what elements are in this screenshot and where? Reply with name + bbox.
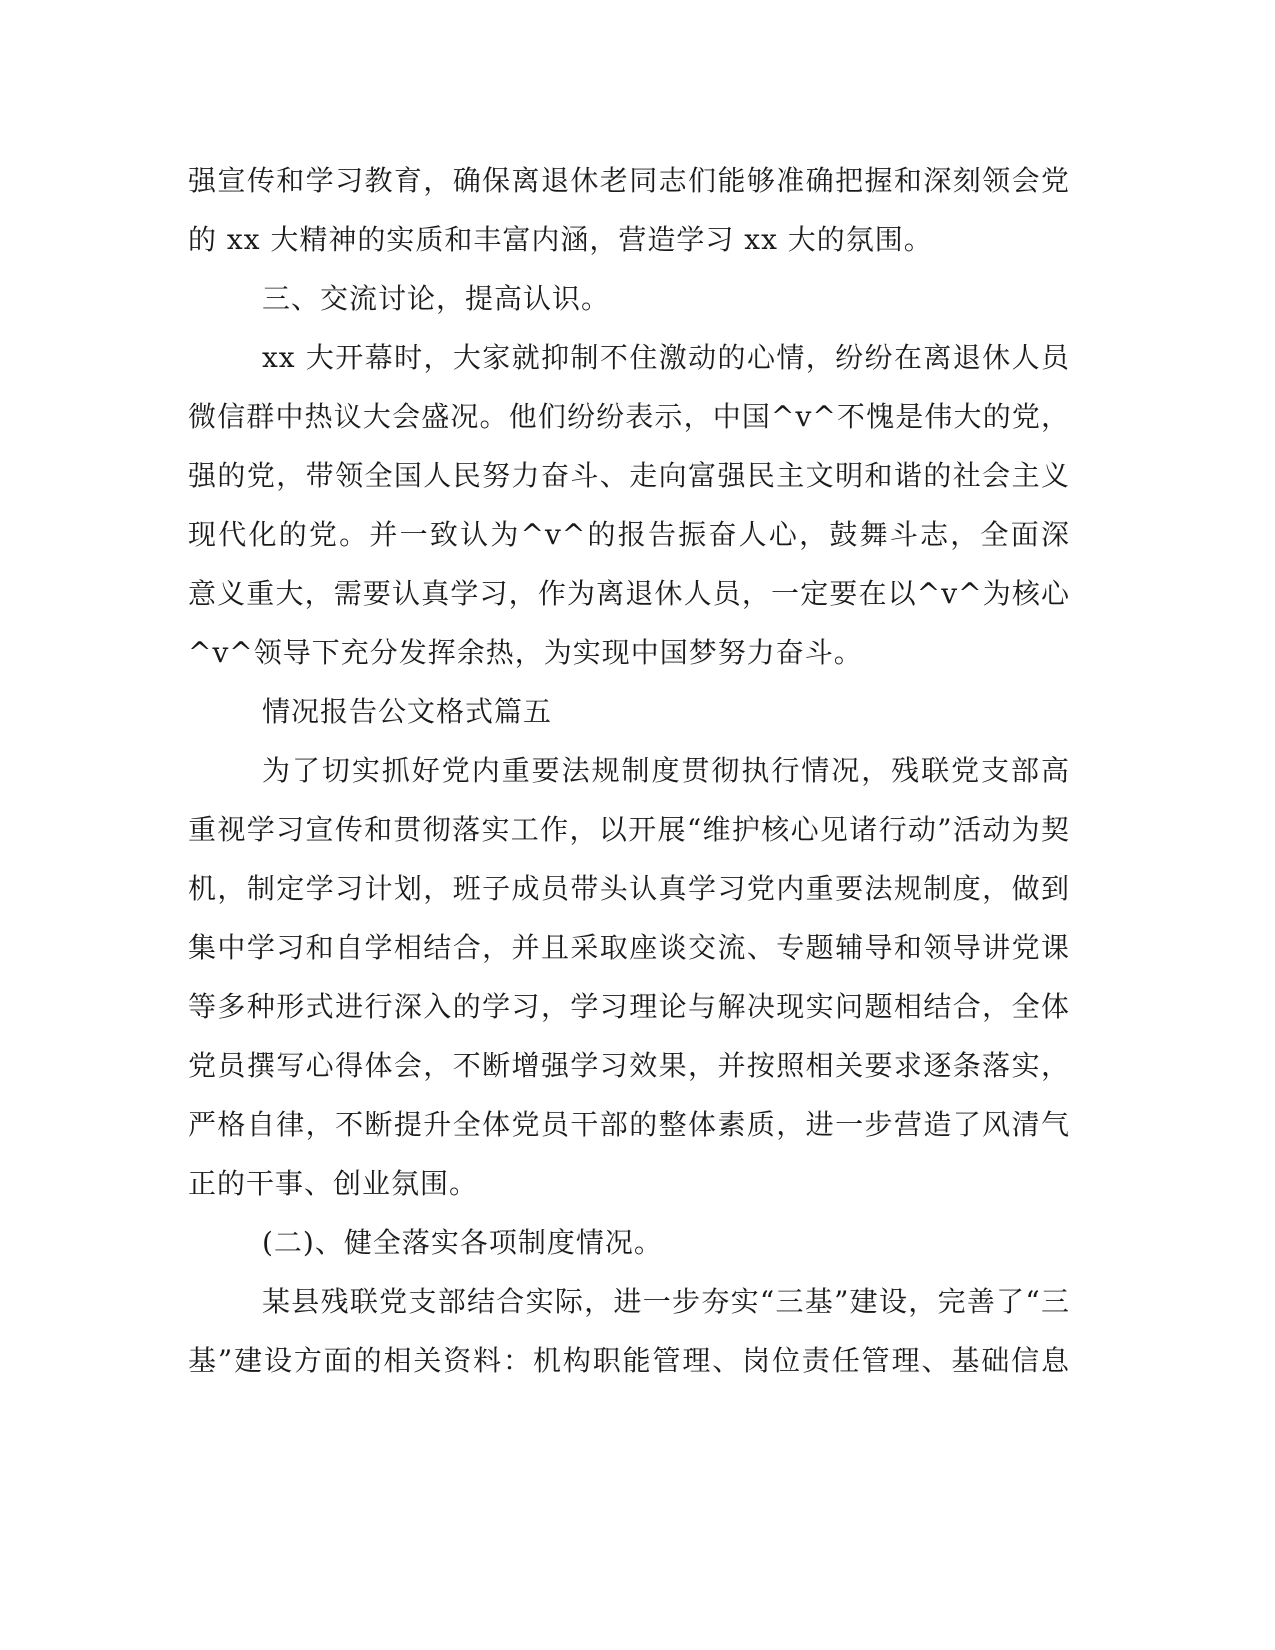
paragraph-line: 集中学习和自学相结合，并且采取座谈交流、专题辅导和领导讲党课 (188, 931, 1070, 964)
section-heading: 三、交流讨论，提高认识。 (262, 282, 611, 315)
paragraph-line: 为了切实抓好党内重要法规制度贯彻执行情况，残联党支部高 (262, 754, 1070, 787)
section-heading: 情况报告公文格式篇五 (262, 695, 553, 728)
paragraph-line: 微信群中热议大会盛况。他们纷纷表示，中国^v^不愧是伟大的党， (188, 400, 1070, 433)
paragraph-line: ^v^领导下充分发挥余热，为实现中国梦努力奋斗。 (188, 636, 863, 669)
paragraph-line: 的 xx 大精神的实质和丰富内涵，营造学习 xx 大的氛围。 (188, 223, 933, 256)
paragraph-line: 重视学习宣传和贯彻落实工作，以开展“维护核心见诸行动”活动为契 (188, 813, 1070, 846)
paragraph-line: 机，制定学习计划，班子成员带头认真学习党内重要法规制度，做到 (188, 872, 1070, 905)
paragraph-line: 某县残联党支部结合实际，进一步夯实“三基”建设，完善了“三 (262, 1285, 1070, 1318)
paragraph-line: 强的党，带领全国人民努力奋斗、走向富强民主文明和谐的社会主义 (188, 459, 1070, 492)
paragraph-line: 基”建设方面的相关资料：机构职能管理、岗位责任管理、基础信息 (188, 1344, 1070, 1377)
paragraph-line: 意义重大，需要认真学习，作为离退休人员，一定要在以^v^为核心 (188, 577, 1070, 610)
paragraph-line: 强宣传和学习教育，确保离退休老同志们能够准确把握和深刻领会党 (188, 164, 1070, 197)
paragraph-line: xx 大开幕时，大家就抑制不住激动的心情，纷纷在离退休人员 (262, 341, 1070, 374)
paragraph-line: 正的干事、创业氛围。 (188, 1167, 479, 1200)
paragraph-line: 党员撰写心得体会，不断增强学习效果，并按照相关要求逐条落实， (188, 1049, 1070, 1082)
paragraph-line: 现代化的党。并一致认为^v^的报告振奋人心，鼓舞斗志，全面深 (188, 518, 1070, 551)
section-heading: (二)、健全落实各项制度情况。 (262, 1226, 663, 1259)
paragraph-line: 等多种形式进行深入的学习，学习理论与解决现实问题相结合，全体 (188, 990, 1070, 1023)
paragraph-line: 严格自律，不断提升全体党员干部的整体素质，进一步营造了风清气 (188, 1108, 1070, 1141)
